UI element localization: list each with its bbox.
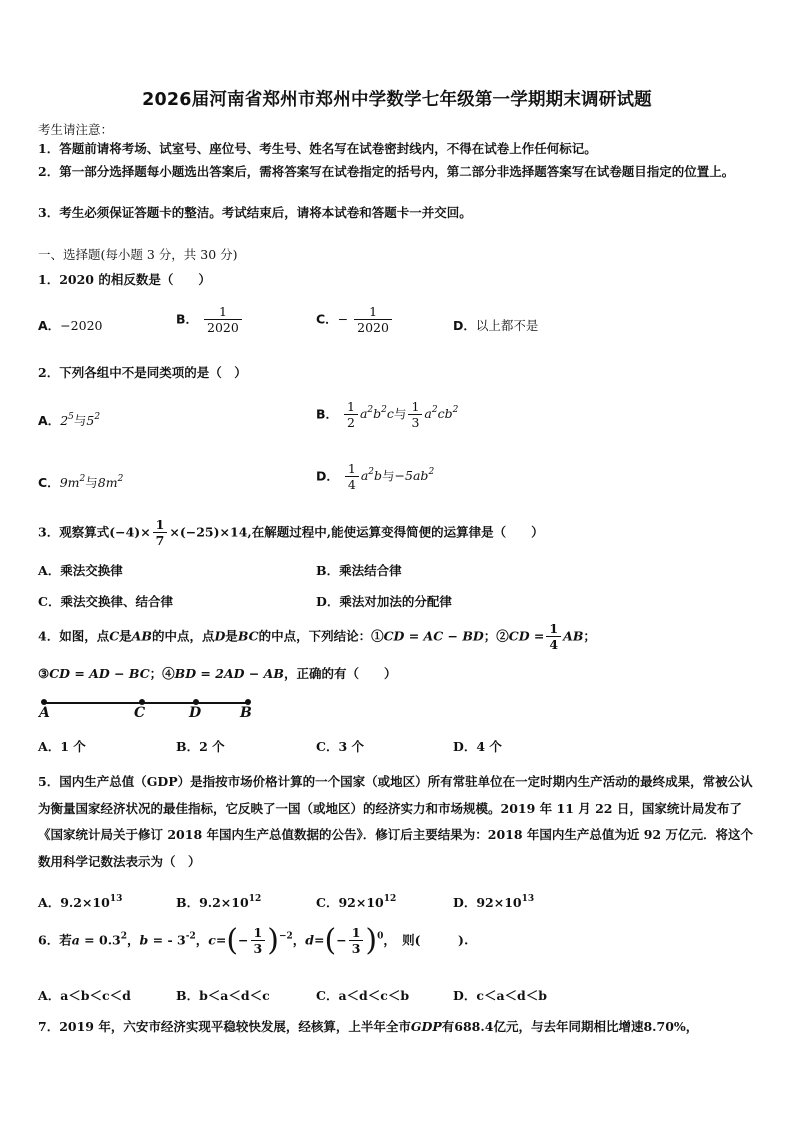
notice-heading: 考生请注意：	[38, 122, 114, 137]
question-2-stem: 2．下列各组中不是同类项的是（ ）	[38, 365, 247, 380]
q5-option-d: D．$92\times 10^{13}$	[453, 894, 535, 910]
q3-option-a: A．乘法交换律	[38, 563, 123, 578]
q2-option-d: D． $\frac{1}{4}$ $a^2b$与$-5ab^2$	[316, 461, 435, 492]
page-title: 2026届河南省郑州市郑州中学数学七年级第一学期期末调研试题	[142, 90, 652, 110]
q6-option-a: A．a＜b＜c＜d	[38, 988, 131, 1003]
q3-option-d: D．乘法对加法的分配律	[316, 594, 452, 609]
question-4-stem-line1: 4．如图，点C是AB的中点，点D是BC的中点，下列结论：①CD = AC − BD；②CD = $\frac{1}{4}$ AB；	[38, 621, 596, 652]
q5-option-a: A．$9.2\times 10^{13}$	[38, 894, 123, 910]
q1-option-d: D．以上都不是	[453, 318, 539, 333]
q3-option-b: B．乘法结合律	[316, 563, 402, 578]
q2-option-a: A．$2^5$与$5^2$	[38, 412, 101, 428]
question-5-stem: 5．国内生产总值（GDP）是指按市场价格计算的一个国家（或地区）所有常驻单位在一定时期内生产活动的最终成果，常被公认为衡量国家经济状况的最佳指标，它反映了一国（或地区）的经济实力和市场规模。2019 年 11 月 22 日，国家统计局发布了《国家统计局关于修订 2018 年国内生产总值数据的公告》．修订后主要结果为：2018 年国内生产总值为近 92 万亿元．将这个数用科学记数法表示为（ ）	[38, 774, 753, 869]
question-7-stem: 7．2019 年，六安市经济实现平稳较快发展，经核算，上半年全市GDP有688.4亿元，与去年同期相比增速8.70%，	[38, 1019, 699, 1034]
point-d-label: D	[189, 705, 202, 721]
point-a-label: A	[39, 705, 50, 721]
q4-option-c: C．3 个	[316, 739, 364, 754]
q4-option-d: D．4 个	[453, 739, 502, 754]
notice-item-2: 2．第一部分选择题每小题选出答案后，需将答案写在试卷指定的括号内，第二部分非选择题答案写在试卷题目指定的位置上。	[38, 164, 735, 179]
q1-option-c: C．− $\frac{1}{2020}$	[316, 305, 394, 335]
q1-option-a: A．−2020	[38, 318, 103, 333]
q5-option-b: B．$9.2\times 10^{12}$	[176, 894, 262, 910]
q2-option-c: C．$9m^2$与$8m^2$	[38, 474, 124, 490]
question-4-stem-line2: ③CD = AD − BC；④BD = 2AD − AB，正确的有（ ）	[38, 666, 397, 681]
notice-item-1: 1．答题前请将考场、试室号、座位号、考生号、姓名写在试卷密封线内，不得在试卷上作任何标记。	[38, 141, 597, 156]
question-3-stem: 3．观察算式(−4)× $\frac{1}{7}$ ×(−25)×14,在解题过程中,能使运算变得简便的运算律是（ ）	[38, 517, 544, 548]
q1-option-b: B． $\frac{1}{2020}$	[176, 305, 244, 335]
point-b-label: B	[240, 705, 252, 721]
question-1-stem: 1．2020 的相反数是（ ）	[38, 272, 211, 287]
q5-option-c: C．$92\times 10^{12}$	[316, 894, 397, 910]
q6-option-d: D．c＜a＜d＜b	[453, 988, 548, 1003]
notice-item-3: 3．考生必须保证答题卡的整洁。考试结束后，请将本试卷和答题卡一并交回。	[38, 205, 472, 220]
q4-option-b: B．2 个	[176, 739, 225, 754]
section-heading: 一、选择题(每小题 3 分，共 30 分)	[38, 247, 238, 262]
q6-option-c: C．a＜d＜c＜b	[316, 988, 410, 1003]
q3-option-c: C．乘法交换律、结合律	[38, 594, 173, 609]
q4-option-a: A．1 个	[38, 739, 86, 754]
question-6-stem: 6．若$a = 0.3^2$，b = - $3^{-2}$，c=(− $\frac{1}{3}$ )$^{-2}$，d=(− $\frac{1}{3}$ )$^0$， 则( ).	[38, 923, 469, 958]
q6-option-b: B．b＜a＜d＜c	[176, 988, 270, 1003]
point-c-label: C	[134, 705, 146, 721]
q2-option-b: B． $\frac{1}{2}$ $a^2b^2c$与 $\frac{1}{3}$ $a^2cb^2$	[316, 399, 459, 430]
segment-ab	[44, 702, 248, 704]
